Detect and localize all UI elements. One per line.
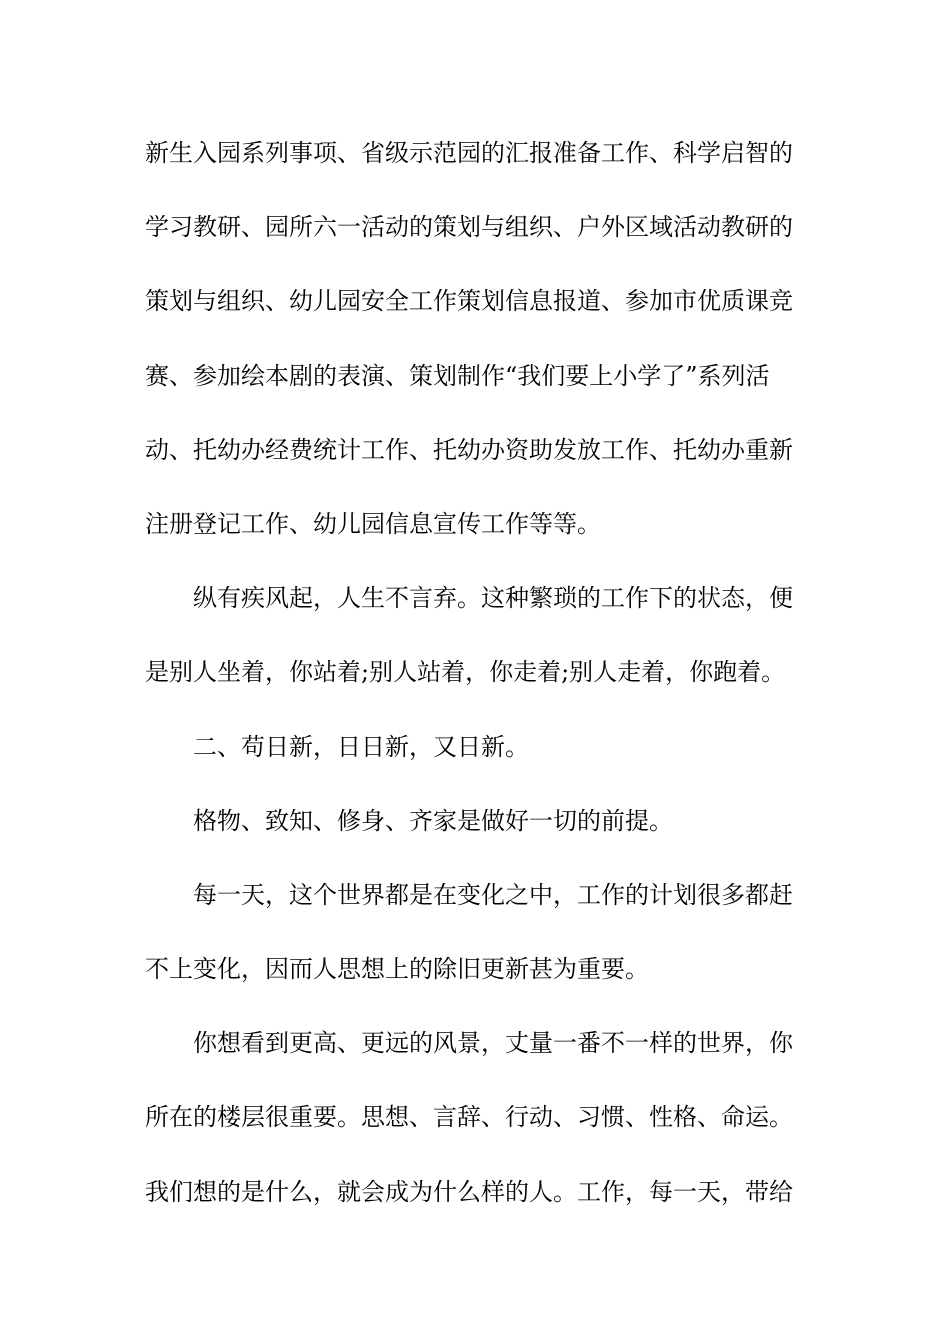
section-heading: 二、苟日新，日日新，又日新。 <box>193 732 529 761</box>
paragraph-first-line: 每一天，这个世界都是在变化之中，工作的计划很多都赶 <box>193 880 793 909</box>
text-line: 赛、参加绘本剧的表演、策划制作“我们要上小学了”系列活 <box>145 361 770 390</box>
text-line: 所在的楼层很重要。思想、言辞、行动、习惯、性格、命运。 <box>145 1103 793 1132</box>
text-line: 注册登记工作、幼儿园信息宣传工作等等。 <box>145 509 601 538</box>
text-line: 新生入园系列事项、省级示范园的汇报准备工作、科学启智的 <box>145 139 793 167</box>
text-line: 不上变化，因而人思想上的除旧更新甚为重要。 <box>145 955 649 984</box>
text-line: 动、托幼办经费统计工作、托幼办资助发放工作、托幼办重新 <box>145 435 793 464</box>
text-line: 学习教研、园所六一活动的策划与组织、户外区域活动教研的 <box>145 213 793 242</box>
text-line: 策划与组织、幼儿园安全工作策划信息报道、参加市优质课竞 <box>145 287 793 316</box>
paragraph-first-line: 纵有疾风起，人生不言弃。这种繁琐的工作下的状态，便 <box>193 584 793 613</box>
paragraph-first-line: 你想看到更高、更远的风景，丈量一番不一样的世界，你 <box>193 1029 793 1058</box>
paragraph-first-line: 格物、致知、修身、齐家是做好一切的前提。 <box>193 806 673 835</box>
text-line: 是别人坐着，你站着;别人站着，你走着;别人走着，你跑着。 <box>145 658 786 687</box>
body-text <box>145 127 805 1240</box>
text-line: 我们想的是什么，就会成为什么样的人。工作，每一天，带给 <box>145 1177 793 1206</box>
